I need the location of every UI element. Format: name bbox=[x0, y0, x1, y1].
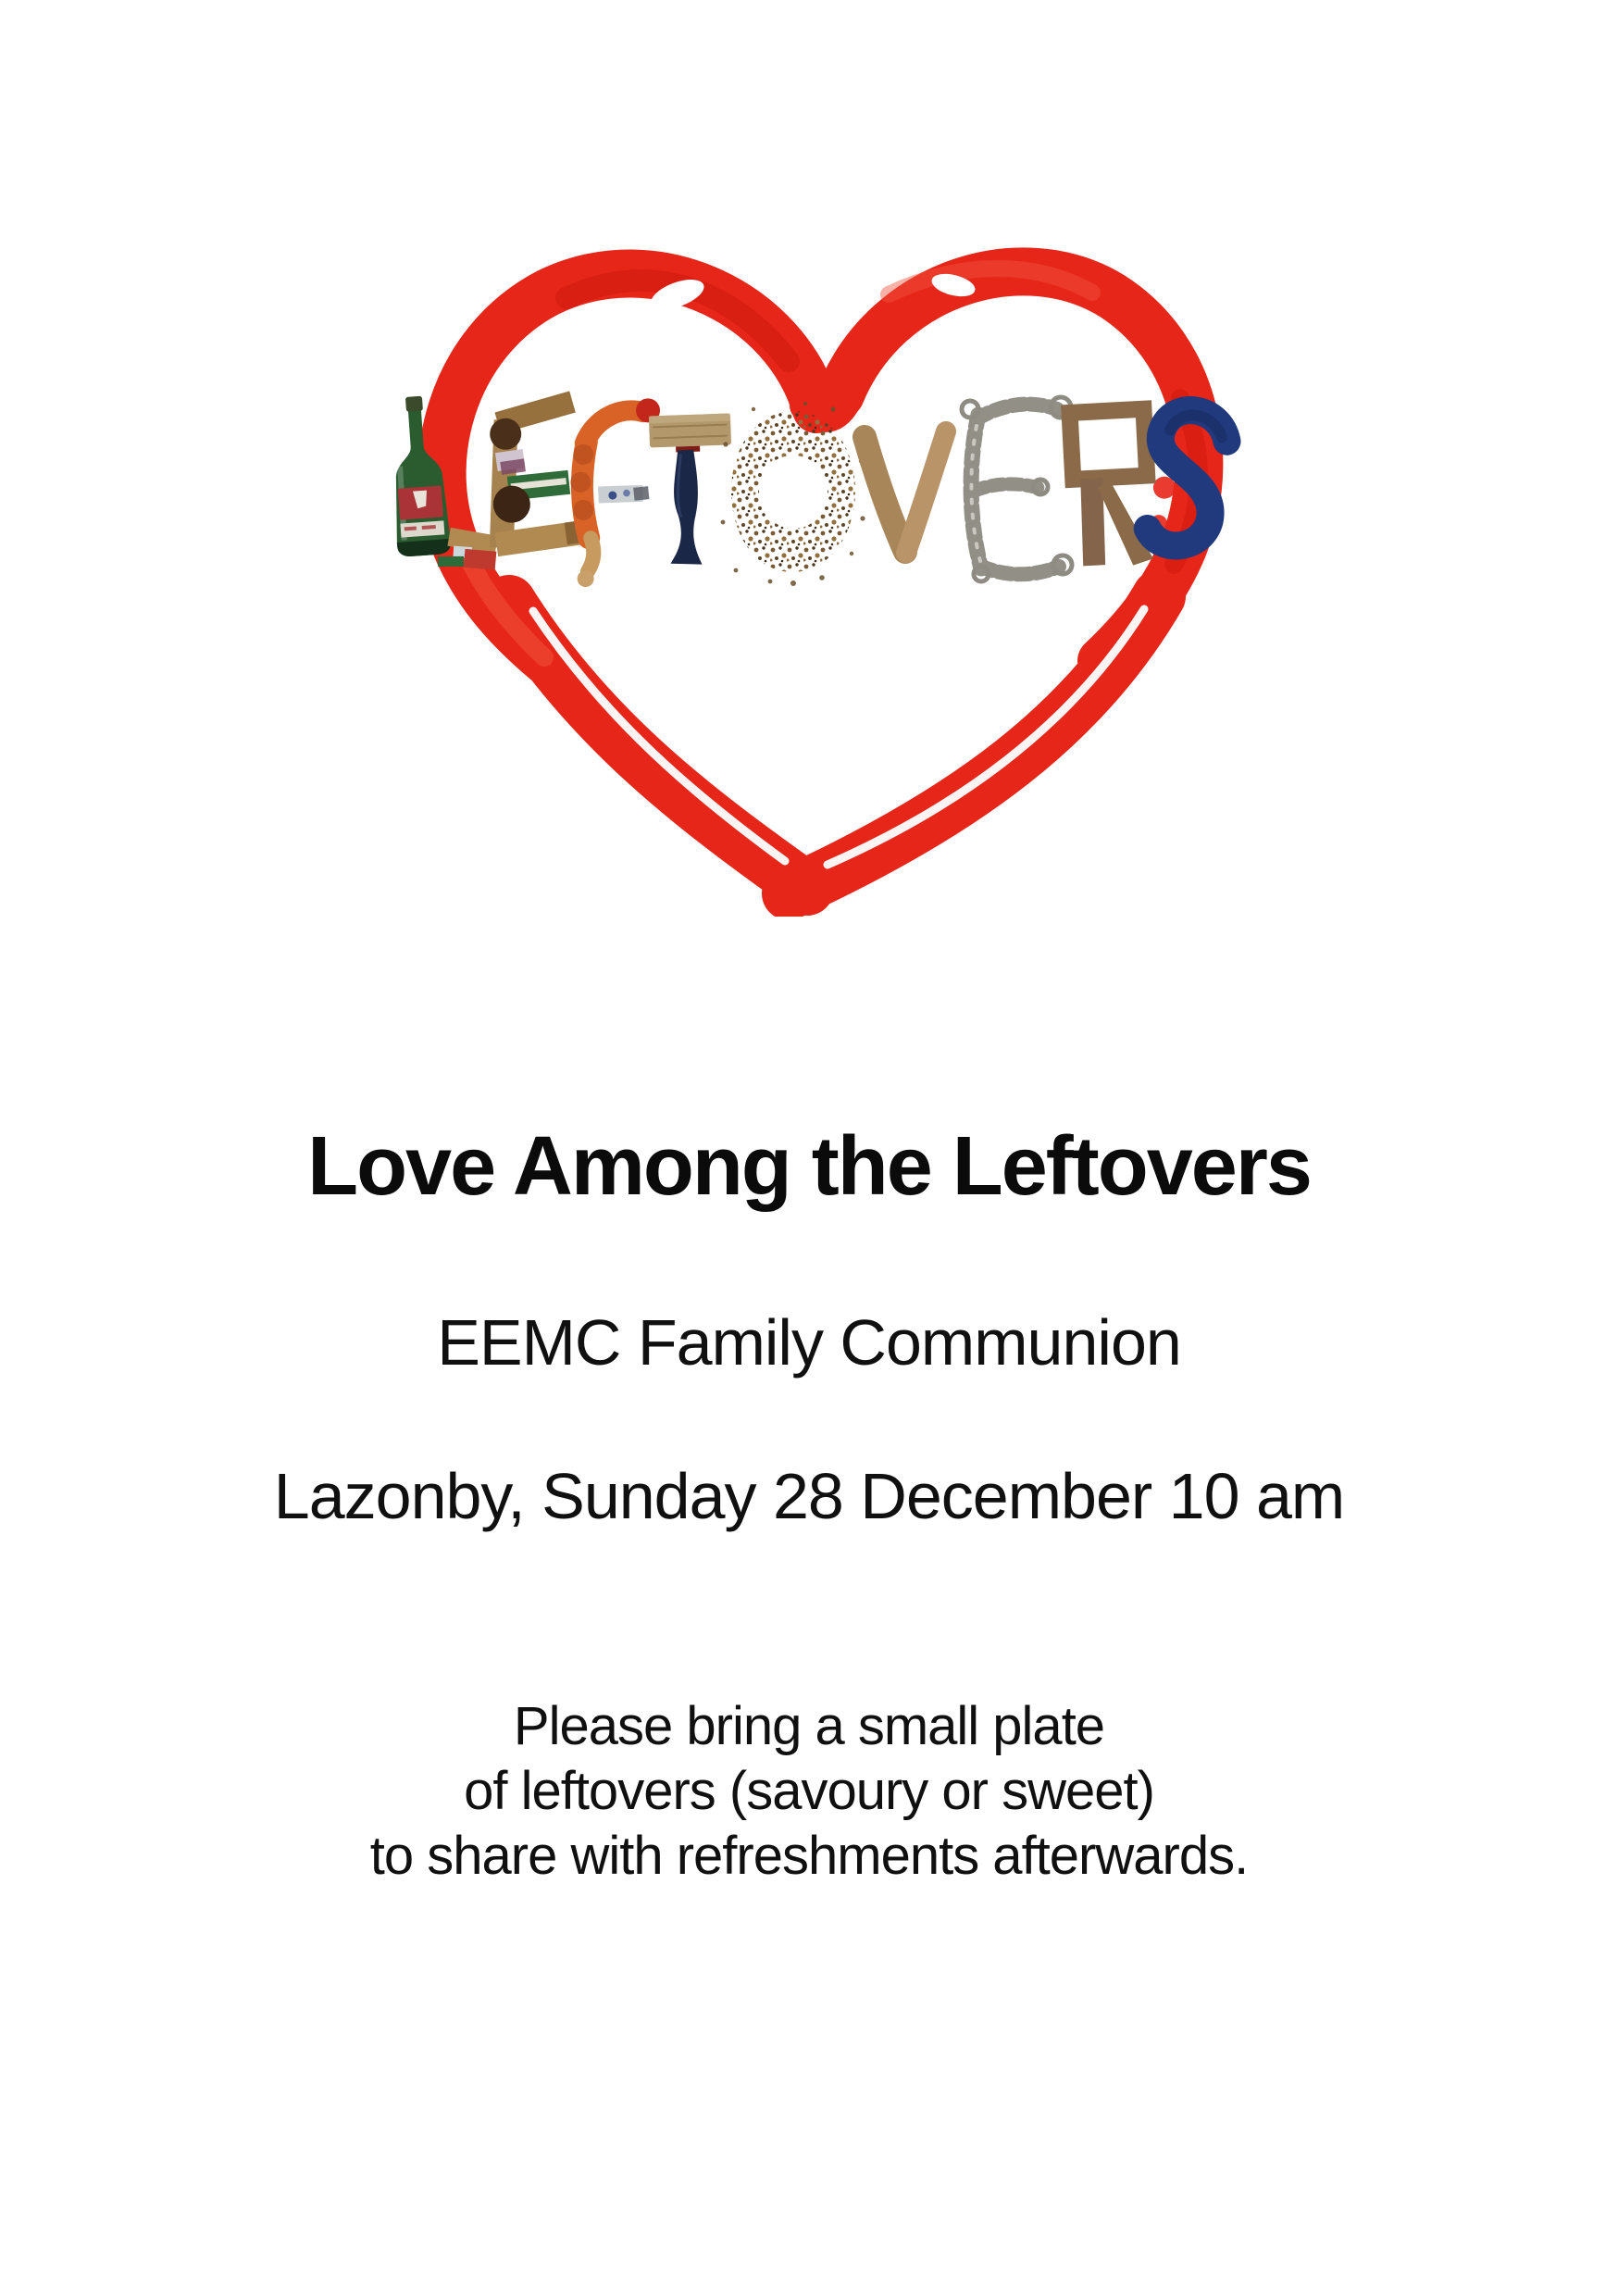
v-right-arm bbox=[906, 431, 946, 553]
l-foot-chip-green bbox=[438, 556, 464, 567]
wordmark-text-alt bbox=[0, 0, 1, 1]
note-paragraph bbox=[0, 1694, 1618, 1889]
subtitle-event: EEMC Family Communion bbox=[437, 1306, 1181, 1379]
chain-bottom-arm bbox=[981, 567, 1059, 574]
f-tail bbox=[588, 538, 594, 571]
note-line-1: Please bring a small plate bbox=[513, 1696, 1105, 1756]
bottle-cap bbox=[405, 396, 423, 412]
page-title: Love Among the Leftovers bbox=[307, 1120, 1311, 1214]
letter-v-wood bbox=[865, 431, 946, 553]
f-mid-chip-dark bbox=[633, 486, 649, 501]
letter-e-chain bbox=[962, 397, 1072, 581]
heart-lower-right bbox=[789, 596, 1159, 893]
note-line-3: to share with refreshments afterwards. bbox=[369, 1826, 1249, 1886]
note-line-2: of leftovers (savoury or sweet) bbox=[464, 1761, 1154, 1821]
letter-o-seeds bbox=[721, 402, 865, 586]
leftovers-wordmark bbox=[387, 391, 1229, 590]
l-foot-chip-red bbox=[464, 549, 497, 570]
letter-f-orange bbox=[566, 396, 660, 590]
mallet-handle bbox=[666, 450, 702, 566]
painted-heart bbox=[442, 268, 1200, 893]
chain-mid-arm bbox=[975, 484, 1039, 491]
letter-t-mallet bbox=[649, 413, 736, 566]
v-left-arm bbox=[865, 437, 905, 552]
subtitle-date-location: Lazonby, Sunday 28 December 10 am bbox=[273, 1460, 1345, 1532]
o-seed-ring bbox=[731, 411, 855, 572]
leftovers-heart-artwork bbox=[370, 213, 1296, 917]
chain-top-arm bbox=[977, 405, 1057, 418]
r-frame-head bbox=[1070, 409, 1148, 480]
letter-e-wood bbox=[484, 391, 584, 556]
